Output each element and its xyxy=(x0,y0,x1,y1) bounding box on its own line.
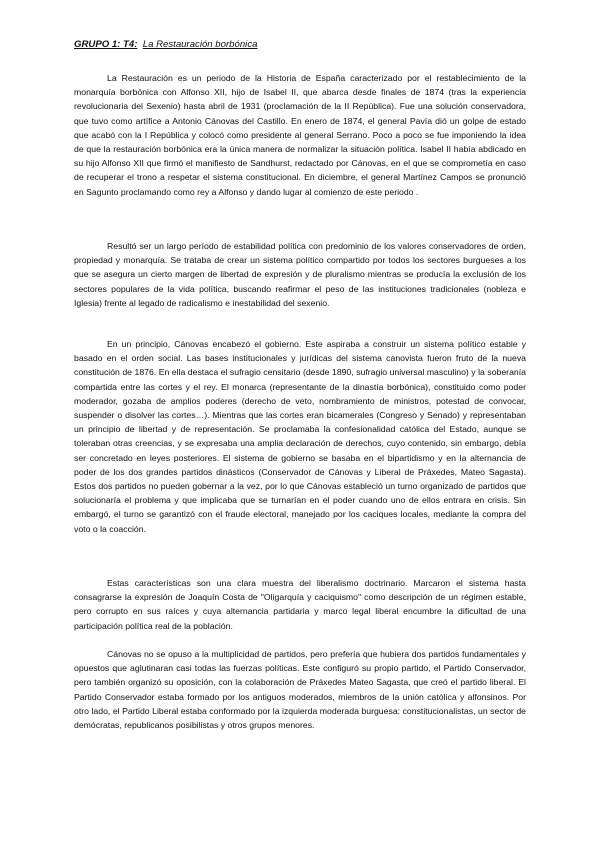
topic-title: La Restauración borbónica xyxy=(142,39,258,50)
group-label: GRUPO 1: T4: xyxy=(74,39,138,50)
paragraph-restauracion-intro: La Restauración es un periodo de la Historia de España caracterizado por el restablecimiento de la monarquía borbónica con Alfonso XII, hijo de Isabel II, que abarca desde finales de 1874 (tras la experiencia revolucionaria del Sexenio) hasta abril de 1931 (proclamación de la II República). Fue una solución conservadora, que tuvo como artífice a Antonio Cánovas del Castillo. En enero de 1874, el general Pavía dió un golpe de estado que acabó con la I República y colocó como presidente al general Serrano. Poco a poco se fue imponiendo la idea de que la restauración borbónica era la única manera de normalizar la situación política. Isabel II había abdicado en su hijo Alfonso XII que firmó el manifiesto de Sandhurst, redactado por Cánovas, en el que se comprometía en caso de recuperar el trono a respetar el sistema constitucional. En diciembre, el general Martínez Campos se pronunció en Sagunto proclamando como rey a Alfonso y dando lugar al comienzo de este periodo . xyxy=(74,73,526,197)
paragraph-liberalismo-doctrinario: Estas características son una clara muestra del liberalismo doctrinario. Marcaron el sistema hasta consagrarse la expresión de Joaquín Costa de "Oligarquía y caciquismo" como descripción de un régimen estable, pero corrupto en sus raíces y cuya alternancia partidaria y marco legal liberal encumbre la dificultad de una participación política real de la población. xyxy=(74,578,526,631)
paragraph-sistema-canovista: En un principio, Cánovas encabezó el gobierno. Este aspiraba a construir un sistema político estable y basado en el orden social. Las bases institucionales y jurídicas del sistema canovista fueron fruto de la nueva constitución de 1876. En ella destaca el sufragio censitario (desde 1890, sufragio universal masculino) y la soberanía compartida entre las cortes y el rey. El monarca (representante de la dinastía borbónica), constituido como poder moderador, gozaba de amplios poderes (derecho de veto, nombramiento de ministros, potestad de convocar, suspender o disolver las cortes…). Mientras que las cortes eran bicamerales (Congreso y Senado) y representaban un principio de libertad y de representación. Se proclamaba la confesionalidad católica del Estado, aunque se toleraban otras creencias, y se expresaba una amplia declaración de derechos, cuyo contenido, sin embargo, debía ser concretado en leyes posteriores. El sistema de gobierno se basaba en el bipartidismo y en la alternancia de poder de los dos grandes partidos dinásticos (Conservador de Cánovas y Liberal de Práxedes, Mateo Sagasta). Estos dos partidos no pueden gobernar a la vez, por lo que Cánovas estableció un turno organizado de partidos que solucionaría el problema y que implicaba que se turnarían en el poder cuando uno de ellos entrara en crisis. Sin embargó, el turno se garantizó con el fraude electoral, manejado por los caciques locales, mediante la compra del voto o la coacción. xyxy=(74,339,526,534)
document-title xyxy=(74,38,257,51)
paragraph-partidos: Cánovas no se opuso a la multiplicidad de partidos, pero prefería que hubiera dos partidos fundamentales y opuestos que aglutinaran casi todas las fuerzas políticas. Este configuró su propio partido, el Partido Conservador, pero también organizó su oposición, con la colaboración de Práxedes Mateo Sagasta, que creó el partido liberal. El Partido Conservador estaba formado por los antiguos moderados, miembros de la unión católica y alfonsinos. Por otro lado, el Partido Liberal estaba conformado por la izquierda moderada burguesa: constitucionalistas, un sector de demócratas, republicanos posibilistas y otros grupos menores. xyxy=(74,649,526,731)
paragraph-estabilidad: Resultó ser un largo período de estabilidad política con predominio de los valores conservadores de orden, propiedad y monarquía. Se trataba de crear un sistema político compartido por todos los sectores burgueses a los que se asegura un cierto margen de libertad de expresión y de pluralismo mientras se producía la exclusión de los sectores populares de la vida política, buscando reafirmar el peso de las instituciones tradicionales (nobleza e Iglesia) frente al legado de radicalismo e inestabilidad del sexenio. xyxy=(74,241,526,308)
